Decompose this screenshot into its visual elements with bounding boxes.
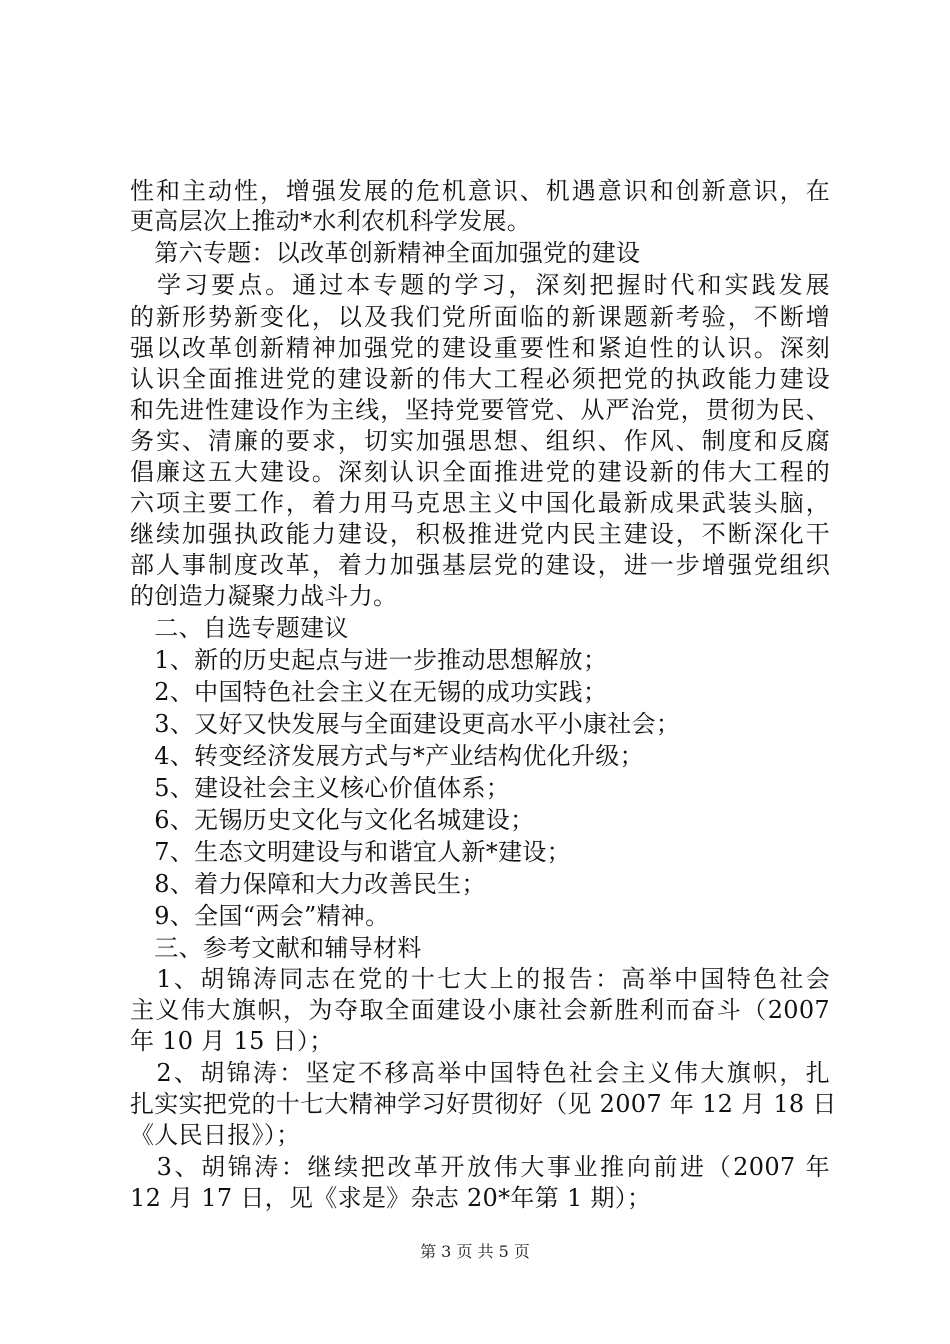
text-line: 强以改革创新精神加强党的建设重要性和紧迫性的认识。深刻: [130, 334, 830, 362]
text-line: 和先进性建设作为主线，坚持党要管党、从严治党，贯彻为民、: [130, 396, 830, 424]
text-line: 的创造力凝聚力战斗力。: [130, 582, 398, 610]
list-item: 3、又好又快发展与全面建设更高水平小康社会；: [130, 710, 681, 738]
list-item: 9、全国“两会”精神。: [130, 902, 390, 930]
section-heading: 二、自选专题建议: [130, 614, 349, 642]
reference-item: 扎实实把党的十七大精神学习好贯彻好（见 2007 年 12 月 18 日: [130, 1090, 837, 1118]
text-line: 认识全面推进党的建设新的伟大工程必须把党的执政能力建设: [130, 365, 830, 393]
text-line: 继续加强执政能力建设，积极推进党内民主建设，不断深化干: [130, 520, 830, 548]
text-line: 学习要点。通过本专题的学习，深刻把握时代和实践发展: [130, 271, 830, 299]
list-item: 4、转变经济发展方式与*产业结构优化升级；: [130, 742, 644, 770]
text-line: 的新形势新变化，以及我们党所面临的新课题新考验，不断增: [130, 303, 830, 331]
reference-item: 《人民日报》）；: [130, 1121, 301, 1149]
text-line: 六项主要工作，着力用马克思主义中国化最新成果武装头脑，: [130, 489, 830, 517]
section-heading: 第六专题：以改革创新精神全面加强党的建设: [130, 239, 641, 267]
list-item: 7、生态文明建设与和谐宜人新*建设；: [130, 838, 571, 866]
text-line: 更高层次上推动*水利农机科学发展。: [130, 207, 532, 235]
text-line: 部人事制度改革，着力加强基层党的建设，进一步增强党组织: [130, 551, 830, 579]
list-item: 8、着力保障和大力改善民生；: [130, 870, 486, 898]
section-heading: 三、参考文献和辅导材料: [130, 934, 422, 962]
reference-item: 3、胡锦涛：继续把改革开放伟大事业推向前进（2007 年: [130, 1153, 830, 1181]
list-item: 2、中国特色社会主义在无锡的成功实践；: [130, 678, 608, 706]
reference-item: 年 10 月 15 日）；: [130, 1027, 334, 1055]
text-line: 倡廉这五大建设。深刻认识全面推进党的建设新的伟大工程的: [130, 458, 830, 486]
list-item: 6、无锡历史文化与文化名城建设；: [130, 806, 535, 834]
page-number-footer: 第 3 页 共 5 页: [420, 1242, 530, 1261]
reference-item: 1、胡锦涛同志在党的十七大上的报告：高举中国特色社会: [130, 965, 830, 993]
text-line: 务实、清廉的要求，切实加强思想、组织、作风、制度和反腐: [130, 427, 830, 455]
text-line: 性和主动性，增强发展的危机意识、机遇意识和创新意识，在: [130, 177, 830, 205]
list-item: 5、建设社会主义核心价值体系；: [130, 774, 511, 802]
reference-item: 12 月 17 日，见《求是》杂志 20*年第 1 期）；: [130, 1184, 652, 1212]
reference-item: 2、胡锦涛：坚定不移高举中国特色社会主义伟大旗帜，扎: [130, 1059, 830, 1087]
reference-item: 主义伟大旗帜，为夺取全面建设小康社会新胜利而奋斗（2007: [130, 996, 830, 1024]
list-item: 1、新的历史起点与进一步推动思想解放；: [130, 646, 608, 674]
